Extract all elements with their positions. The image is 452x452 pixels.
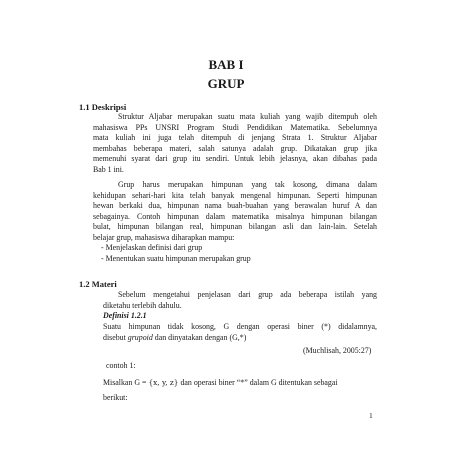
set-notation: {x, y, z} <box>148 378 179 387</box>
text-line: diketahu terlebih dahulu. <box>103 300 182 310</box>
paragraph-materi-intro <box>103 290 377 311</box>
chapter-number: BAB I <box>208 57 244 72</box>
text-line: belajar grup, mahasiswa diharapkan mampu: <box>93 232 235 242</box>
example-continuation: berikut: <box>103 393 128 402</box>
text-line: hewan berkaki dua, himpunan nama buah-buahan yang berawalan huruf A dan <box>93 201 377 210</box>
term-grupoid: grupoid <box>127 333 153 342</box>
text-fragment: dan dinyatakan dengan (G,*) <box>152 333 247 342</box>
text-line: kehidupan sehari-hari kita telah banyak mengenal himpunan. Seperti himpunan <box>93 190 377 200</box>
section-heading-deskripsi: 1.1 Deskripsi <box>79 102 127 112</box>
text-line: bulat, himpunan bilangan real, himpunan bilangan asli dan lain-lain. Setelah <box>93 222 377 231</box>
paragraph-deskripsi-1 <box>93 112 377 175</box>
text-line: Suatu himpunan tidak kosong, G dengan operasi biner (*) didalamnya, <box>103 322 377 331</box>
citation: (Muchlisah, 2005:27) <box>303 346 372 355</box>
text-fragment: dan operasi biner “*” dalam G ditentukan sebagai <box>178 378 338 387</box>
text-line: mahasiswa PPs UNSRI Program Studi Pendidikan Matematika. Sebelumnya <box>93 122 377 132</box>
chapter-title: GRUP <box>207 76 245 91</box>
paragraph-deskripsi-2 <box>93 180 377 243</box>
text-line: Struktur Aljabar merupakan suatu mata kuliah yang wajib ditempuh oleh <box>118 112 377 121</box>
text-line: mata kuliah ini juga telah ditempuh di jenjang Strata 1. Struktur Aljabar <box>93 133 377 142</box>
text-line: Bab 1 ini. <box>93 164 124 174</box>
bullet-item: - Menentukan suatu himpunan merupakan grup <box>101 254 251 263</box>
definition-text <box>103 322 377 333</box>
text-line: memenuhi syarat dari grup itu sendiri. Untuk lebih jelasnya, akan dibahas pada <box>93 154 377 163</box>
page-number: 1 <box>369 411 373 420</box>
text-fragment: Misalkan G = <box>103 378 149 387</box>
definition-text-line2 <box>103 333 246 344</box>
text-line: Sebelum mengetahui penjelasan dari grup ada beberapa istilah yang <box>118 290 377 299</box>
section-heading-materi: 1.2 Materi <box>79 279 117 289</box>
text-line: Grup harus merupakan himpunan yang tak kosong, dimana dalam <box>118 180 377 189</box>
text-fragment: disebut <box>103 333 128 342</box>
text-line: membahas beberapa materi, salah satunya adalah grup. Dikatakan grup jika <box>93 143 377 153</box>
definition-title: Definisi 1.2.1 <box>103 311 147 320</box>
example-label: contoh 1: <box>106 361 136 370</box>
bullet-item: - Menjelaskan definisi dari grup <box>101 243 203 252</box>
example-statement <box>103 378 377 389</box>
text-line: sebagainya. Contoh himpunan dalam matematika misalnya himpunan bilangan <box>93 211 377 221</box>
